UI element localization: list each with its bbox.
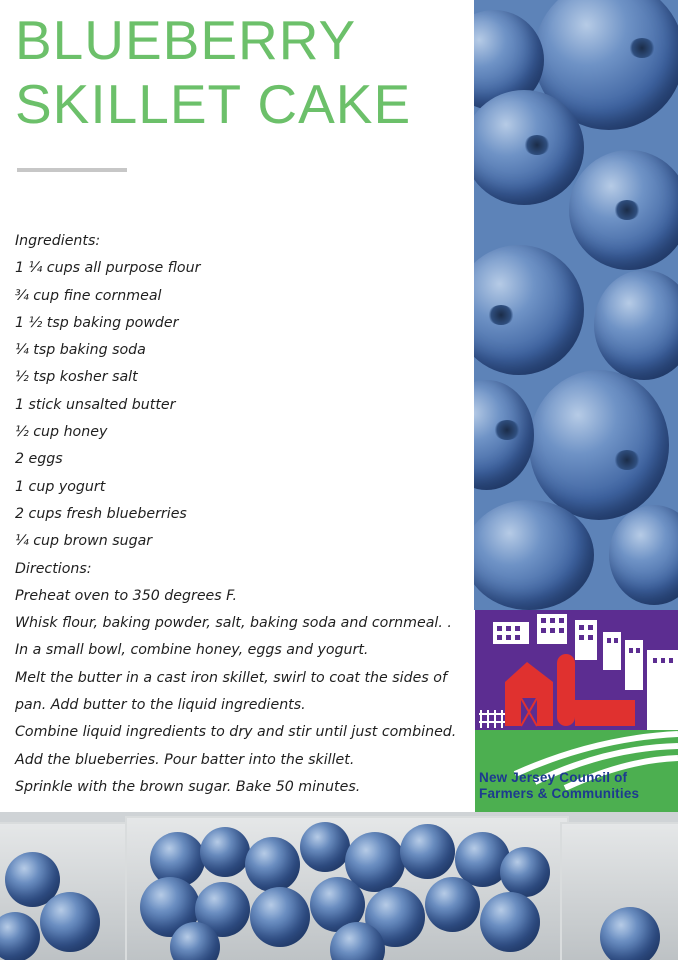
blueberry [425, 877, 480, 932]
blueberry [474, 500, 594, 610]
direction-step: Sprinkle with the brown sugar. Bake 50 minutes. [15, 778, 361, 795]
blueberry [300, 822, 350, 872]
blueberry [480, 892, 540, 952]
blueberry-crown [614, 450, 640, 470]
blueberry [245, 837, 300, 892]
blueberry [609, 505, 678, 605]
njcfc-logo [475, 610, 678, 813]
title-line-2: SKILLET CAKE [15, 73, 412, 135]
blueberry-crown [494, 420, 520, 440]
ingredient-item: ½ cup honey [15, 424, 108, 441]
ingredient-item: ¼ cup brown sugar [15, 533, 153, 550]
ingredient-item: ¾ cup fine cornmeal [15, 287, 162, 304]
blueberry [40, 892, 100, 952]
recipe-body [15, 228, 475, 801]
blueberry-photo [474, 0, 678, 610]
blueberry [500, 847, 550, 897]
recipe-title [15, 8, 465, 136]
ingredient-item: 1 ¼ cups all purpose flour [15, 260, 201, 277]
ingredient-item: 1 cup yogurt [15, 478, 106, 495]
directions-heading: Directions: [15, 560, 92, 577]
direction-step: Combine liquid ingredients to dry and stir until just combined. [15, 724, 457, 741]
direction-step: Melt the butter in a cast iron skillet, swirl to coat the sides of pan. Add butter to the liquid ingredients. [15, 669, 447, 714]
blueberry-crown [488, 305, 514, 325]
blueberry [400, 824, 455, 879]
direction-step: In a small bowl, combine honey, eggs and yogurt. [15, 642, 369, 659]
ingredient-item: 1 stick unsalted butter [15, 396, 176, 413]
direction-step: Add the blueberries. Pour batter into the skillet. [15, 751, 355, 768]
logo-line-1: New Jersey Council of [479, 770, 628, 785]
blueberry [600, 907, 660, 960]
blueberry [250, 887, 310, 947]
blueberry-carton-photo [0, 812, 678, 960]
ingredient-item: ¼ tsp baking soda [15, 342, 146, 359]
title-line-1: BLUEBERRY [15, 9, 357, 71]
ingredients-heading: Ingredients: [15, 233, 101, 249]
blueberry [594, 270, 678, 380]
title-divider [17, 168, 127, 172]
direction-step: Preheat oven to 350 degrees F. [15, 587, 238, 604]
direction-step: Whisk flour, baking powder, salt, baking soda and cornmeal. . [15, 615, 452, 632]
blueberry-crown [629, 38, 655, 58]
logo-wordmark [479, 770, 678, 802]
ingredient-item: ½ tsp kosher salt [15, 369, 138, 386]
ingredient-item: 2 cups fresh blueberries [15, 505, 187, 522]
blueberry [529, 370, 669, 520]
ingredient-item: 1 ½ tsp baking powder [15, 314, 179, 331]
ingredient-item: 2 eggs [15, 451, 63, 468]
blueberry [200, 827, 250, 877]
logo-line-2: Farmers & Communities [479, 786, 640, 801]
blueberry-crown [524, 135, 550, 155]
blueberry-crown [614, 200, 640, 220]
